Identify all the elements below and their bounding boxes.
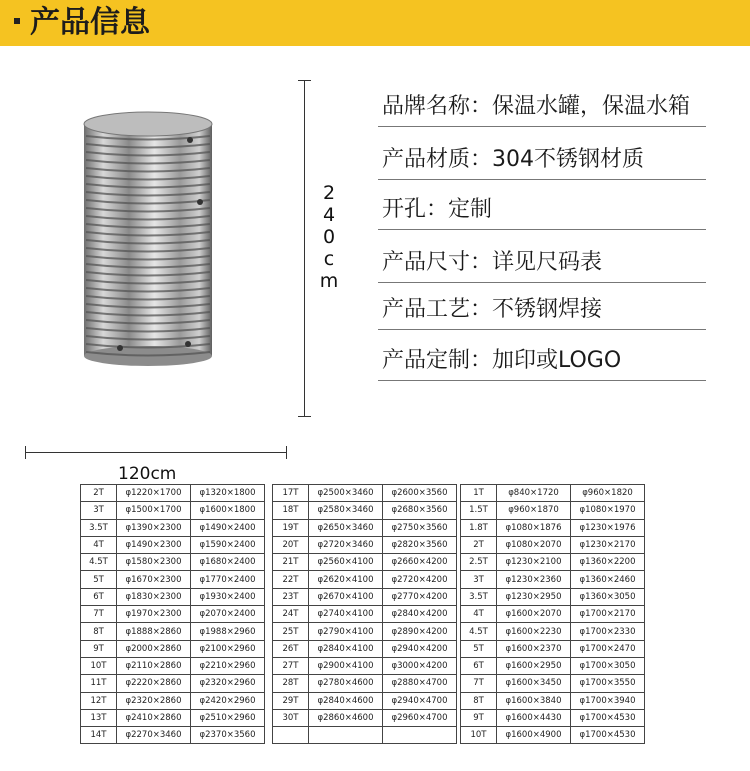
inner-size-cell: φ1600×2950 [497, 657, 571, 674]
spec-size [378, 238, 706, 283]
outer-size-cell: φ1700×2170 [571, 606, 645, 623]
capacity-cell: 8T [81, 623, 117, 640]
capacity-cell: 3T [461, 571, 497, 588]
outer-size-cell: φ2100×2960 [191, 640, 265, 657]
inner-size-cell: φ2000×2860 [117, 640, 191, 657]
inner-size-cell: φ2270×3460 [117, 727, 191, 744]
outer-size-cell: φ2720×4200 [383, 571, 457, 588]
capacity-cell: 7T [81, 606, 117, 623]
table-row [81, 606, 265, 623]
header-bullet [14, 18, 20, 24]
table-row [81, 640, 265, 657]
outer-size-cell: φ1700×2330 [571, 623, 645, 640]
capacity-cell: 4.5T [461, 623, 497, 640]
capacity-cell: 30T [273, 709, 309, 726]
table-row [273, 727, 457, 744]
table-row [461, 709, 645, 726]
outer-size-cell: φ2770×4200 [383, 588, 457, 605]
capacity-cell: 25T [273, 623, 309, 640]
inner-size-cell: φ2560×4100 [309, 554, 383, 571]
outer-size-cell: φ1230×2170 [571, 536, 645, 553]
table-row [461, 588, 645, 605]
inner-size-cell: φ1230×2950 [497, 588, 571, 605]
spec-material-text: 产品材质：304不锈钢材质 [382, 147, 644, 172]
capacity-cell: 24T [273, 606, 309, 623]
inner-size-cell: φ2780×4600 [309, 675, 383, 692]
inner-size-cell: φ1080×1876 [497, 519, 571, 536]
inner-size-cell: φ840×1720 [497, 485, 571, 502]
outer-size-cell: φ2940×4700 [383, 692, 457, 709]
outer-size-cell [383, 727, 457, 744]
spec-brand-text: 品牌名称：保温水罐，保温水箱 [382, 94, 691, 119]
table-row [81, 571, 265, 588]
table-row [461, 485, 645, 502]
spec-process-text: 产品工艺：不锈钢焊接 [382, 297, 603, 322]
capacity-cell: 3.5T [81, 519, 117, 536]
inner-size-cell: φ1600×2230 [497, 623, 571, 640]
table-row [273, 519, 457, 536]
outer-size-cell: φ2370×3560 [191, 727, 265, 744]
table-row [273, 657, 457, 674]
capacity-cell: 13T [81, 709, 117, 726]
outer-size-cell: φ2210×2960 [191, 657, 265, 674]
table-row [461, 657, 645, 674]
inner-size-cell: φ1580×2300 [117, 554, 191, 571]
inner-size-cell: φ960×1870 [497, 502, 571, 519]
table-row [461, 502, 645, 519]
spec-process [378, 285, 706, 330]
inner-size-cell: φ1600×4900 [497, 727, 571, 744]
table-row [461, 640, 645, 657]
capacity-cell: 8T [461, 692, 497, 709]
capacity-cell: 29T [273, 692, 309, 709]
table-row [273, 692, 457, 709]
capacity-cell: 2.5T [461, 554, 497, 571]
spec-opening [378, 185, 706, 230]
outer-size-cell: φ3000×4200 [383, 657, 457, 674]
table-row [81, 692, 265, 709]
spec-customization-text: 产品定制：加印或LOGO [382, 348, 622, 373]
outer-size-cell: φ2320×2960 [191, 675, 265, 692]
outer-size-cell: φ2750×3560 [383, 519, 457, 536]
table-row [461, 623, 645, 640]
outer-size-cell: φ1700×4530 [571, 709, 645, 726]
outer-size-cell: φ1080×1970 [571, 502, 645, 519]
capacity-cell: 9T [81, 640, 117, 657]
outer-size-cell: φ2420×2960 [191, 692, 265, 709]
section-header [0, 0, 750, 46]
size-table-middle [272, 484, 457, 744]
outer-size-cell: φ2880×4700 [383, 675, 457, 692]
inner-size-cell: φ2320×2860 [117, 692, 191, 709]
capacity-cell: 6T [461, 657, 497, 674]
capacity-cell: 23T [273, 588, 309, 605]
inner-size-cell: φ1230×2100 [497, 554, 571, 571]
table-row [273, 502, 457, 519]
capacity-cell: 21T [273, 554, 309, 571]
table-row [461, 727, 645, 744]
inner-size-cell: φ2720×3460 [309, 536, 383, 553]
outer-size-cell: φ2960×4700 [383, 709, 457, 726]
outer-size-cell: φ2510×2960 [191, 709, 265, 726]
table-row [461, 554, 645, 571]
inner-size-cell: φ2840×4100 [309, 640, 383, 657]
size-table [80, 484, 646, 756]
height-dimension-tick-bottom [298, 416, 311, 417]
spec-brand [378, 82, 706, 127]
size-table-right [460, 484, 645, 744]
outer-size-cell: φ1590×2400 [191, 536, 265, 553]
table-row [81, 675, 265, 692]
capacity-cell: 3.5T [461, 588, 497, 605]
inner-size-cell: φ2790×4100 [309, 623, 383, 640]
inner-size-cell: φ1970×2300 [117, 606, 191, 623]
table-row [461, 675, 645, 692]
capacity-cell: 18T [273, 502, 309, 519]
table-row [273, 675, 457, 692]
outer-size-cell: φ1700×4530 [571, 727, 645, 744]
capacity-cell: 4T [81, 536, 117, 553]
inner-size-cell: φ1230×2360 [497, 571, 571, 588]
table-row [273, 536, 457, 553]
inner-size-cell: φ1888×2860 [117, 623, 191, 640]
inner-size-cell: φ1670×2300 [117, 571, 191, 588]
outer-size-cell: φ1930×2400 [191, 588, 265, 605]
outer-size-cell: φ1360×3050 [571, 588, 645, 605]
capacity-cell: 9T [461, 709, 497, 726]
inner-size-cell: φ1600×3450 [497, 675, 571, 692]
inner-size-cell: φ1600×2070 [497, 606, 571, 623]
inner-size-cell: φ2740×4100 [309, 606, 383, 623]
table-row [81, 657, 265, 674]
inner-size-cell [309, 727, 383, 744]
table-row [81, 554, 265, 571]
spec-opening-text: 开孔：定制 [382, 197, 493, 222]
capacity-cell: 1T [461, 485, 497, 502]
table-row [81, 519, 265, 536]
outer-size-cell: φ1230×1976 [571, 519, 645, 536]
outer-size-cell: φ1988×2960 [191, 623, 265, 640]
table-row [81, 536, 265, 553]
inner-size-cell: φ2500×3460 [309, 485, 383, 502]
outer-size-cell: φ960×1820 [571, 485, 645, 502]
outer-size-cell: φ2890×4200 [383, 623, 457, 640]
width-dimension-line [25, 452, 286, 453]
inner-size-cell: φ1500×1700 [117, 502, 191, 519]
capacity-cell: 27T [273, 657, 309, 674]
inner-size-cell: φ1600×3840 [497, 692, 571, 709]
inner-size-cell: φ1390×2300 [117, 519, 191, 536]
inner-size-cell: φ2580×3460 [309, 502, 383, 519]
outer-size-cell: φ1700×2470 [571, 640, 645, 657]
capacity-cell: 17T [273, 485, 309, 502]
table-row [273, 623, 457, 640]
capacity-cell: 20T [273, 536, 309, 553]
table-row [273, 571, 457, 588]
inner-size-cell: φ2840×4600 [309, 692, 383, 709]
capacity-cell: 22T [273, 571, 309, 588]
inner-size-cell: φ2220×2860 [117, 675, 191, 692]
inner-size-cell: φ1080×2070 [497, 536, 571, 553]
width-dimension-tick-right [286, 446, 287, 459]
outer-size-cell: φ2840×4200 [383, 606, 457, 623]
table-row [81, 727, 265, 744]
table-row [461, 571, 645, 588]
capacity-cell: 3T [81, 502, 117, 519]
height-dimension-line [304, 80, 305, 416]
inner-size-cell: φ2620×4100 [309, 571, 383, 588]
height-dimension-tick-top [298, 80, 311, 81]
outer-size-cell: φ1700×3940 [571, 692, 645, 709]
water-tank-image [80, 110, 216, 368]
table-row [461, 692, 645, 709]
table-row [273, 640, 457, 657]
capacity-cell: 2T [461, 536, 497, 553]
inner-size-cell: φ1600×2370 [497, 640, 571, 657]
capacity-cell: 11T [81, 675, 117, 692]
outer-size-cell: φ2660×4200 [383, 554, 457, 571]
outer-size-cell: φ1320×1800 [191, 485, 265, 502]
capacity-cell: 4T [461, 606, 497, 623]
table-row [81, 588, 265, 605]
outer-size-cell: φ1680×2400 [191, 554, 265, 571]
height-dimension-label: 240cm [319, 182, 339, 292]
outer-size-cell: φ2070×2400 [191, 606, 265, 623]
table-row [81, 485, 265, 502]
capacity-cell: 5T [461, 640, 497, 657]
section-title: 产品信息 [30, 5, 150, 40]
capacity-cell: 19T [273, 519, 309, 536]
size-table-left [80, 484, 265, 744]
capacity-cell: 1.5T [461, 502, 497, 519]
capacity-cell: 5T [81, 571, 117, 588]
outer-size-cell: φ1490×2400 [191, 519, 265, 536]
capacity-cell: 28T [273, 675, 309, 692]
capacity-cell: 6T [81, 588, 117, 605]
outer-size-cell: φ2820×3560 [383, 536, 457, 553]
outer-size-cell: φ2940×4200 [383, 640, 457, 657]
capacity-cell: 12T [81, 692, 117, 709]
outer-size-cell: φ1360×2200 [571, 554, 645, 571]
outer-size-cell: φ1360×2460 [571, 571, 645, 588]
outer-size-cell: φ1700×3550 [571, 675, 645, 692]
table-row [273, 554, 457, 571]
inner-size-cell: φ1490×2300 [117, 536, 191, 553]
inner-size-cell: φ2670×4100 [309, 588, 383, 605]
spec-customization [378, 336, 706, 381]
inner-size-cell: φ2110×2860 [117, 657, 191, 674]
width-dimension-tick-left [25, 446, 26, 459]
table-row [273, 485, 457, 502]
inner-size-cell: φ2900×4100 [309, 657, 383, 674]
inner-size-cell: φ2410×2860 [117, 709, 191, 726]
outer-size-cell: φ1770×2400 [191, 571, 265, 588]
outer-size-cell: φ1700×3050 [571, 657, 645, 674]
table-row [273, 606, 457, 623]
spec-material [378, 135, 706, 180]
inner-size-cell: φ2860×4600 [309, 709, 383, 726]
table-row [461, 536, 645, 553]
table-row [81, 623, 265, 640]
inner-size-cell: φ1600×4430 [497, 709, 571, 726]
inner-size-cell: φ2650×3460 [309, 519, 383, 536]
capacity-cell: 10T [461, 727, 497, 744]
inner-size-cell: φ1830×2300 [117, 588, 191, 605]
capacity-cell: 1.8T [461, 519, 497, 536]
outer-size-cell: φ2680×3560 [383, 502, 457, 519]
table-row [81, 502, 265, 519]
capacity-cell [273, 727, 309, 744]
capacity-cell: 7T [461, 675, 497, 692]
outer-size-cell: φ1600×1800 [191, 502, 265, 519]
table-row [273, 588, 457, 605]
spec-size-text: 产品尺寸：详见尺码表 [382, 250, 603, 275]
capacity-cell: 14T [81, 727, 117, 744]
table-row [461, 519, 645, 536]
capacity-cell: 10T [81, 657, 117, 674]
inner-size-cell: φ1220×1700 [117, 485, 191, 502]
width-dimension-label: 120cm [118, 464, 177, 484]
outer-size-cell: φ2600×3560 [383, 485, 457, 502]
capacity-cell: 4.5T [81, 554, 117, 571]
table-row [81, 709, 265, 726]
table-row [273, 709, 457, 726]
capacity-cell: 2T [81, 485, 117, 502]
capacity-cell: 26T [273, 640, 309, 657]
table-row [461, 606, 645, 623]
